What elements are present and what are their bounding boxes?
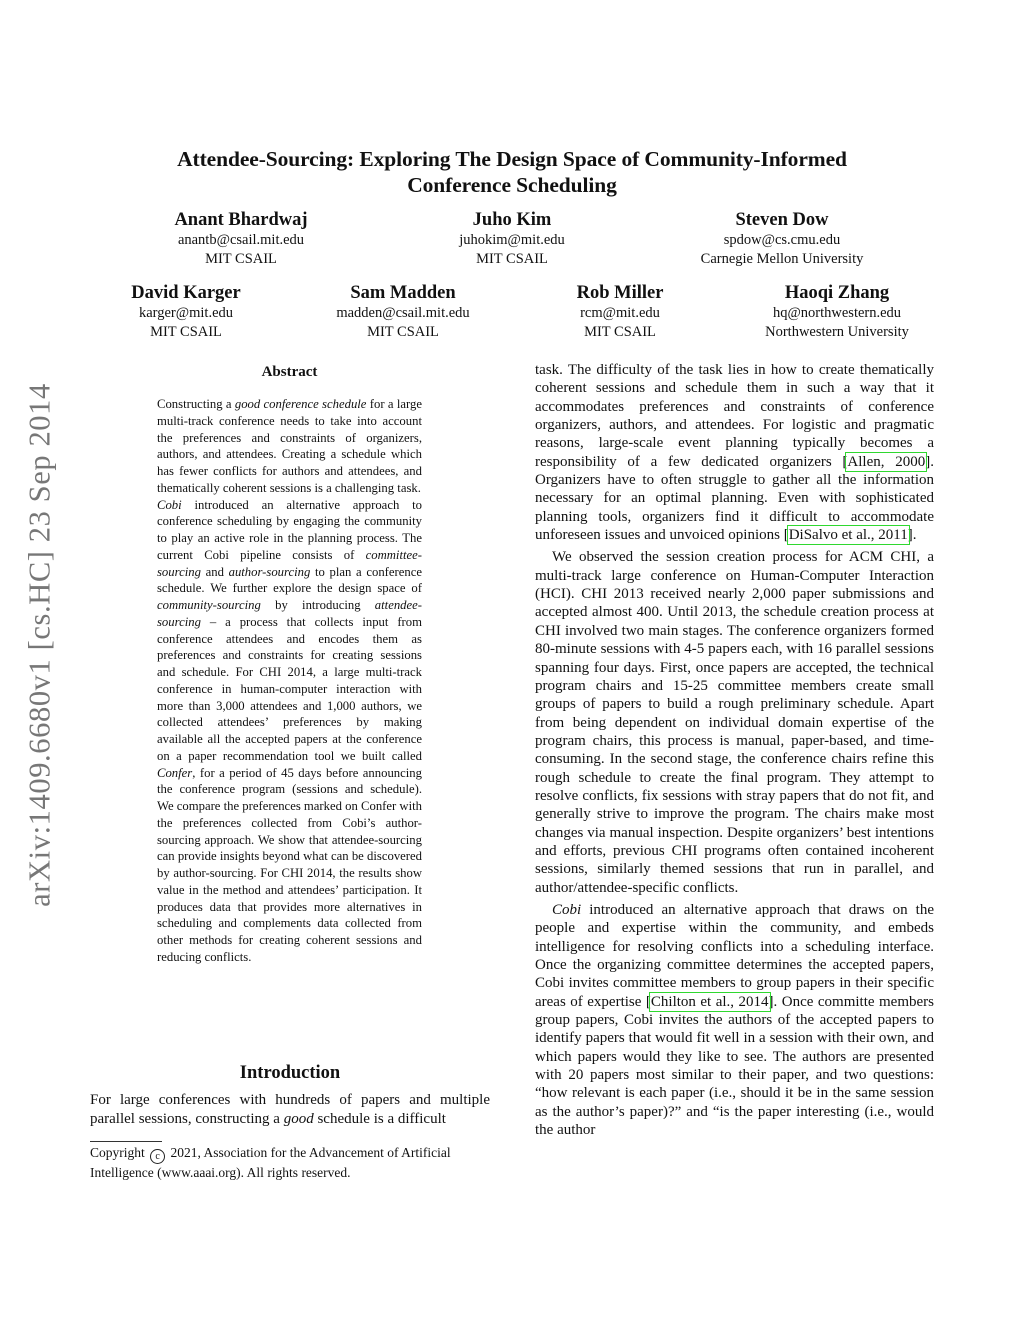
author-block [283, 282, 523, 341]
author-affiliation: MIT CSAIL [150, 323, 222, 340]
author-block [66, 282, 306, 341]
abstract-heading: Abstract [261, 364, 318, 380]
author-email: karger@mit.edu [138, 305, 234, 321]
abstract-paragraph: Cobi introduced an alternative approach to conference scheduling by engaging the community to play an active role in the planning process. The current Cobi pipeline consists of committee-sourcing and author-sourcing to plan a conference schedule. We further explore the design space of community-sourcing by introducing attendee-sourcing – a process that collects input from conference attendees and encodes them as preferences and constraints for creating sessions and schedule. For CHI 2014, a large multi-track conference in human-computer interaction with more than 3,000 attendees and 1,000 authors, we collected attendees’ preferences by making available all the accepted papers at the conference on a paper recommendation tool we built called Confer, for a period of 45 days before announcing the conference program (sessions and schedule). We compare the preferences marked on Confer with the preferences collected from Cobi’s author-sourcing approach. We show that attendee-sourcing can provide insights beyond what can be discovered by author-sourcing. For CHI 2014, the results show value in the method and attendees’ participation. It produces data that provides more alternatives in scheduling and complements data collected from other methods for creating coherent sessions and reducing conflicts. [157, 497, 422, 964]
citation-link[interactable]: DiSalvo et al., 2011 [788, 527, 908, 544]
author-name: Juho Kim [472, 210, 552, 230]
copyright-footnote: Copyright c 2021, Association for the Advancement of Artificial Intelligence (www.aaai.org). All rights reserved. [90, 1145, 451, 1180]
paper-title [110, 146, 914, 198]
arxiv-identifier: arXiv:1409.6680v1 [cs.HC] 23 Sep 2014 [22, 383, 57, 907]
author-affiliation: MIT CSAIL [476, 250, 548, 267]
author-email: hq@northwestern.edu [772, 305, 902, 321]
author-affiliation: MIT CSAIL [205, 250, 277, 267]
author-block [500, 282, 740, 341]
abstract-paragraph: Constructing a good conference schedule for a large multi-track conference needs to take into account the preferences and constraints of organizers, authors, and attendees. Creating a schedule which has fewer conflicts for authors and attendees, and thematically coherent sessions is a challenging task. [157, 397, 422, 495]
author-name: Steven Dow [735, 210, 829, 230]
body-paragraph: We observed the session creation process for ACM CHI, a multi-track large conference on Human-Computer Interaction (HCI). CHI 2013 received nearly 2,000 paper submissions and accepted almost 400. Until 2013, the schedule creation process at CHI involved two main stages. The conference organizers formed 80-minute sessions with 4-5 papers each, with 16 parallel sessions spanning four days. First, once papers are accepted, the technical program chairs and 15-25 committee members create small groups of papers to build a rough preliminary schedule. Apart from being dependent on individual domain expertise of the program chairs, this process is manual, paper-based, and time-consuming. In the second stage, the conference chairs refine this rough schedule to create the final program. They attempt to resolve conflicts, fix sessions with stray papers that do not fit, and generally strive to improve the program. The chairs make most changes via manual inspection. Despite organizers’ best intentions and efforts, previous CHI programs often contained incoherent sessions, similarly themed sessions that run in parallel, and author/attendee-specific conflicts. [535, 549, 934, 896]
footnote-divider [90, 1141, 162, 1142]
title-line-2: Conference Scheduling [407, 173, 617, 197]
author-name: Haoqi Zhang [784, 283, 890, 303]
author-email: madden@csail.mit.edu [336, 305, 470, 321]
body-paragraph: Cobi introduced an alternative approach that draws on the people and expertise within the community, and embeds intelligence for resolving conflicts into a scheduling interface. Once the organizing committee determines the accepted papers, Cobi invites committee members to group papers in their specific areas of expertise [Chilton et al., 2014]. Once committe members group papers, Cobi invites the authors of the accepted papers to identify papers that would fit well in a session with their own, and which papers would they like to see. The authors are presented with 20 papers most similar to their paper, and two questions: “how relevant is each paper (i.e., should it be in the same session as the author’s paper)?” and “is the paper interesting (i.e., would the author [535, 901, 934, 1139]
section-heading-introduction: Introduction [239, 1063, 341, 1083]
author-email: anantb@csail.mit.edu [177, 232, 305, 248]
author-email: juhokim@mit.edu [459, 232, 565, 248]
author-email: rcm@mit.edu [580, 305, 660, 321]
copyright-icon: c [150, 1149, 165, 1164]
author-affiliation: MIT CSAIL [584, 323, 656, 340]
author-block [717, 282, 957, 341]
right-column [535, 361, 934, 1139]
author-block [121, 209, 361, 268]
author-name: Anant Bhardwaj [174, 210, 308, 230]
author-affiliation: MIT CSAIL [367, 323, 439, 340]
author-name: Rob Miller [576, 283, 664, 303]
author-email: spdow@cs.cmu.edu [723, 232, 841, 248]
author-block [392, 209, 632, 268]
author-affiliation: Carnegie Mellon University [700, 250, 864, 267]
abstract-body [157, 396, 422, 966]
intro-paragraph: For large conferences with hundreds of papers and multiple parallel sessions, constructing a good schedule is a difficult [90, 1092, 490, 1127]
author-block [662, 209, 902, 268]
author-name: Sam Madden [350, 283, 456, 303]
author-affiliation: Northwestern University [765, 323, 909, 340]
citation-link[interactable]: Allen, 2000 [847, 453, 926, 470]
author-name: David Karger [131, 283, 241, 303]
title-line-1: Attendee-Sourcing: Exploring The Design Space of Community-Informed [177, 147, 847, 171]
body-paragraph: task. The difficulty of the task lies in how to create thematically coherent sessions and schedule them in such a way that it accommodates preferences and constraints of conference organizers, authors, and attendees. For logistic and pragmatic reasons, large-scale event planning typically becomes a responsibility of a few dedicated organizers [Allen, 2000]. Organizers have to often struggle to gather all the information necessary for an optimal planning. Even with sophisticated planning tools, organizers find it difficult to accommodate unforeseen issues and unvoiced opinions [DiSalvo et al., 2011]. [535, 362, 934, 544]
citation-link[interactable]: Chilton et al., 2014 [650, 993, 769, 1010]
